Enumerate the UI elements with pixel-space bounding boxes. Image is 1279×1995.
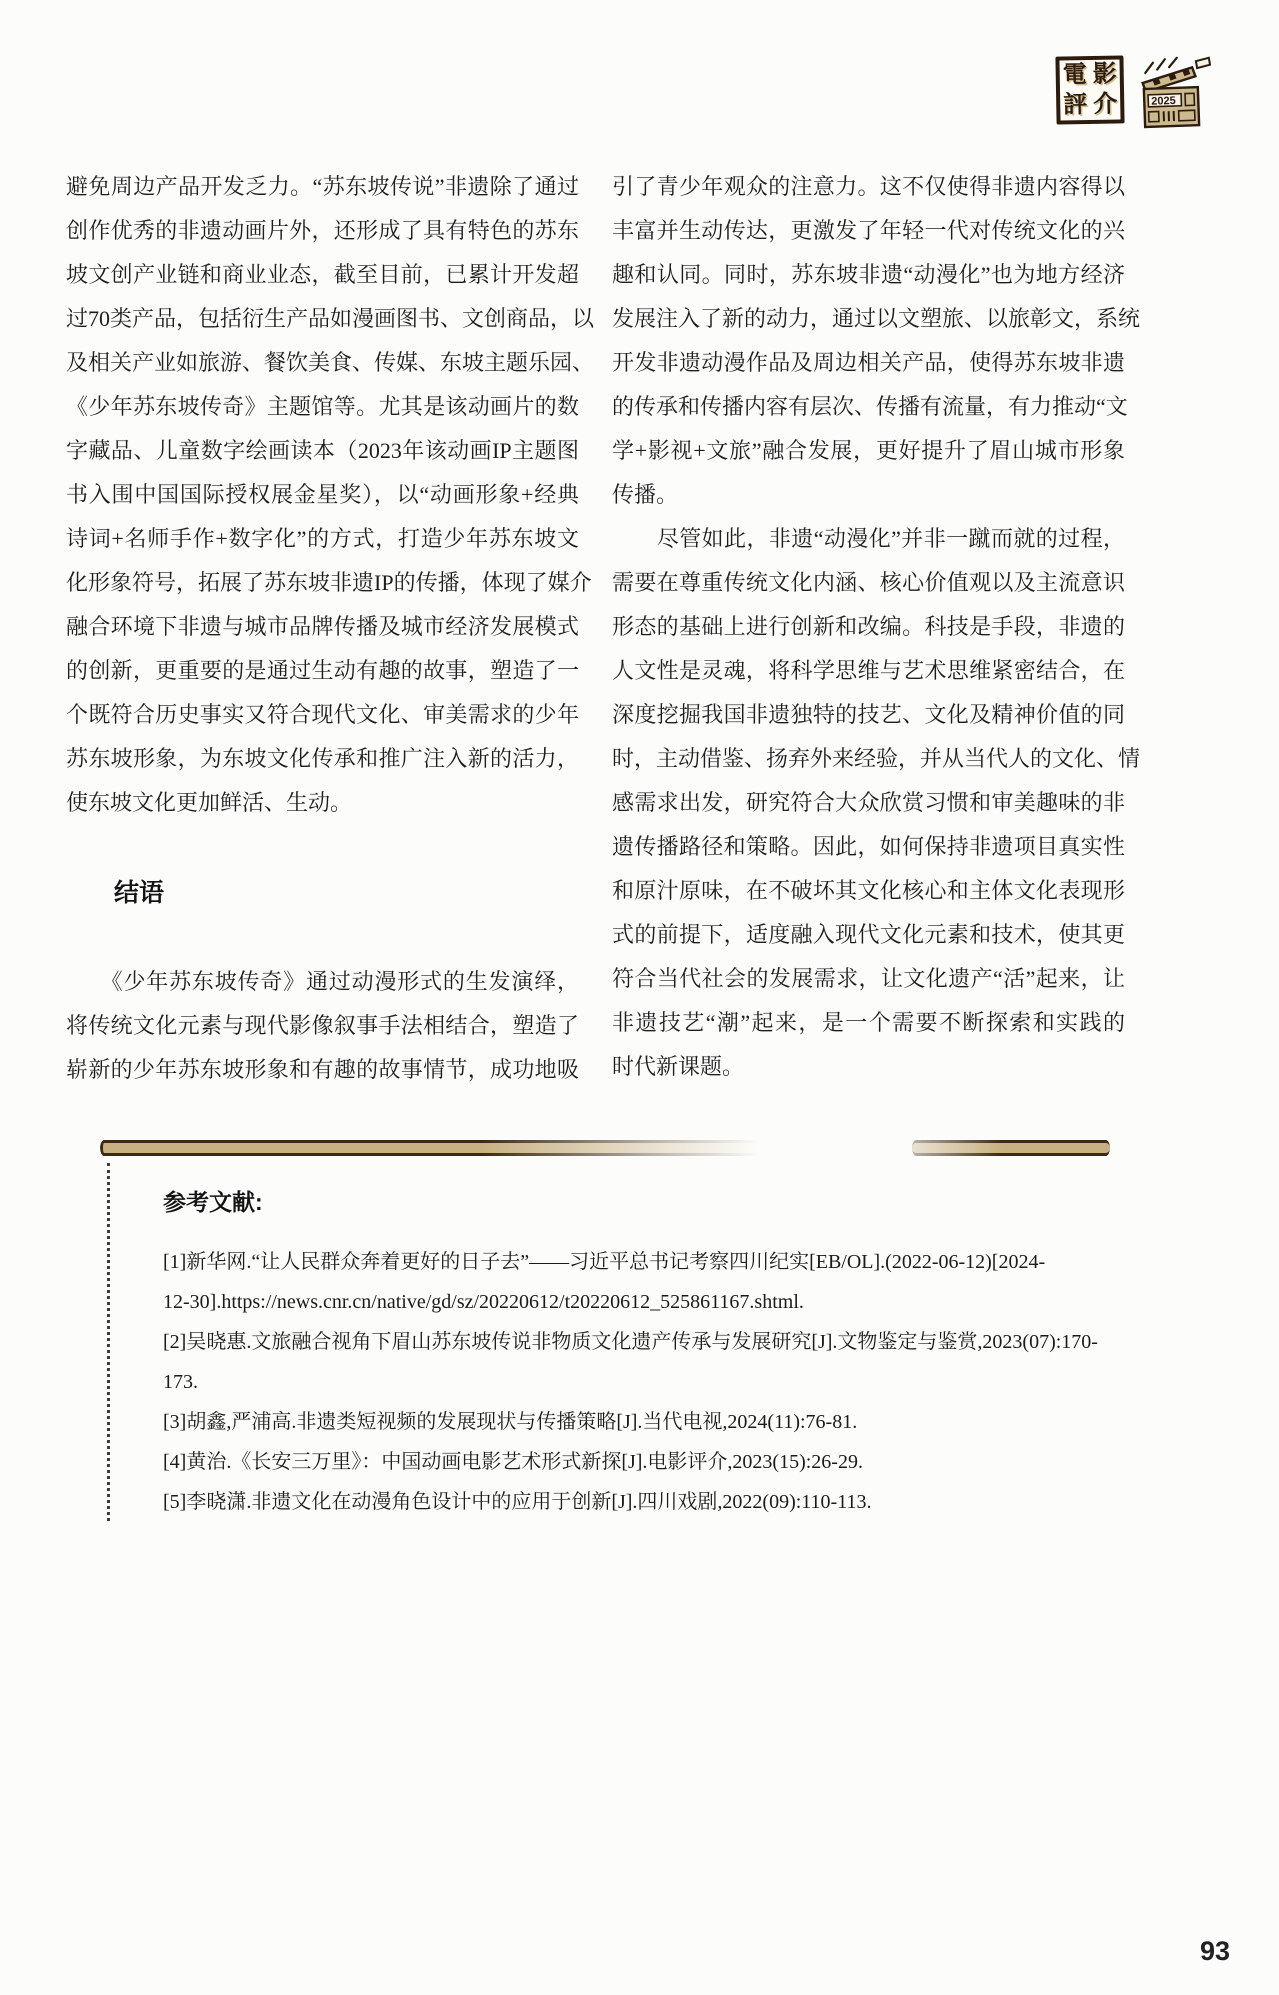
text-line: 的传承和传播内容有层次、传播有流量，有力推动“文 [612,394,1128,419]
text-line: 及相关产业如旅游、餐饮美食、传媒、东坡主题乐园、 [66,350,595,375]
reference-line: [4]黄治.《长安三万里》：中国动画电影艺术形式新探[J].电影评介,2023(15):26-29. [163,1451,863,1473]
text-line: 学+影视+文旅”融合发展，更好提升了眉山城市形象 [612,438,1125,463]
text-line: 时代新课题。 [612,1054,745,1079]
conclusion-heading: 结语 [114,879,165,907]
right-column [612,165,1141,1089]
reference-line: [2]吴晓惠.文旅融合视角下眉山苏东坡传说非物质文化遗产传承与发展研究[J].文物鉴定与鉴赏,2023(07):170- [163,1331,1098,1353]
divider-bar-left [100,1140,759,1156]
text-line: 苏东坡形象，为东坡文化传承和推广注入新的活力， [66,746,579,771]
logo-seal [1055,55,1124,124]
clapper-year-label: 2025 [1151,94,1176,108]
text-line: 创作优秀的非遗动画片外，还形成了具有特色的苏东 [66,218,579,243]
text-line: 开发非遗动漫作品及周边相关产品，使得苏东坡非遗 [612,350,1125,375]
text-line: 形态的基础上进行创新和改编。科技是手段，非遗的 [612,614,1125,639]
reference-line: [3]胡鑫,严浦高.非遗类短视频的发展现状与传播策略[J].当代电视,2024(11):76-81. [163,1411,858,1433]
text-line: 字藏品、儿童数字绘画读本（2023年该动画IP主题图 [66,438,579,463]
text-line: 趣和认同。同时，苏东坡非遗“动漫化”也为地方经济 [612,262,1125,287]
text-line: 尽管如此，非遗“动漫化”并非一蹴而就的过程， [612,526,1125,551]
reference-line: 12-30].https://news.cnr.cn/native/gd/sz/20220612/t20220612_525861167.shtml. [163,1291,804,1313]
text-line: 和原汁原味，在不破坏其文化核心和主体文化表现形 [612,878,1125,903]
text-line: 感需求出发，研究符合大众欣赏习惯和审美趣味的非 [612,790,1125,815]
page-number: 93 [1200,1936,1231,1966]
text-line: 传播。 [612,482,679,507]
text-line: 需要在尊重传统文化内涵、核心价值观以及主流意识 [612,570,1125,595]
clapperboard-icon [1131,56,1215,130]
text-line: 非遗技艺“潮”起来，是一个需要不断探索和实践的 [612,1010,1125,1035]
text-line: 避免周边产品开发乏力。“苏东坡传说”非遗除了通过 [66,174,579,199]
text-line: 发展注入了新的动力，通过以文塑旅、以旅彰文，系统 [612,306,1141,331]
divider-bar-right [912,1140,1110,1156]
text-line: 符合当代社会的发展需求，让文化遗产“活”起来，让 [612,966,1125,991]
text-line: 过70类产品，包括衍生产品如漫画图书、文创商品，以 [66,306,595,331]
text-line: 遗传播路径和策略。因此，如何保持非遗项目真实性 [612,834,1125,859]
dotted-border [107,1163,110,1521]
text-line: 个既符合历史事实又符合现代文化、审美需求的少年 [66,702,579,727]
text-line: 书入围中国国际授权展金星奖），以“动画形象+经典 [66,482,579,507]
references-list [163,1242,1098,1522]
seal-char: 影 [1092,61,1117,88]
text-line: 式的前提下，适度融入现代文化元素和技术，使其更 [612,922,1125,947]
text-line: 融合环境下非遗与城市品牌传播及城市经济发展模式 [66,614,579,639]
reference-line: [5]李晓潇.非遗文化在动漫角色设计中的应用于创新[J].四川戏剧,2022(09):110-113. [163,1491,872,1513]
text-line: 人文性是灵魂，将科学思维与艺术思维紧密结合，在 [612,658,1125,683]
seal-char: 介 [1093,91,1118,118]
text-line: 使东坡文化更加鲜活、生动。 [66,790,353,815]
text-line: 丰富并生动传达，更激发了年轻一代对传统文化的兴 [612,218,1125,243]
text-line: 引了青少年观众的注意力。这不仅使得非遗内容得以 [612,174,1125,199]
text-line: 时，主动借鉴、扬弃外来经验，并从当代人的文化、情 [612,746,1141,771]
text-line: 将传统文化元素与现代影像叙事手法相结合，塑造了 [66,1013,579,1038]
text-line: 崭新的少年苏东坡形象和有趣的故事情节，成功地吸 [66,1057,579,1082]
seal-char: 電 [1062,62,1087,89]
reference-line: 173. [163,1371,198,1393]
text-line: 《少年苏东坡传奇》主题馆等。尤其是该动画片的数 [66,394,579,419]
left-column [66,165,595,1092]
reference-line: [1]新华网.“让人民群众奔着更好的日子去”——习近平总书记考察四川纪实[EB/OL].(2022-06-12)[2024- [163,1251,1046,1273]
text-line: 诗词+名师手作+数字化”的方式，打造少年苏东坡文 [66,526,579,551]
journal-logo [1056,56,1215,130]
text-line: 《少年苏东坡传奇》通过动漫形式的生发演绎， [66,969,579,994]
text-line: 化形象符号，拓展了苏东坡非遗IP的传播，体现了媒介 [66,570,592,595]
text-line: 深度挖掘我国非遗独特的技艺、文化及精神价值的同 [612,702,1125,727]
references-title: 参考文献: [163,1189,263,1215]
seal-char: 評 [1063,92,1088,119]
text-line: 的创新，更重要的是通过生动有趣的故事，塑造了一 [66,658,579,683]
text-line: 坡文创产业链和商业业态，截至目前，已累计开发超 [66,262,579,287]
